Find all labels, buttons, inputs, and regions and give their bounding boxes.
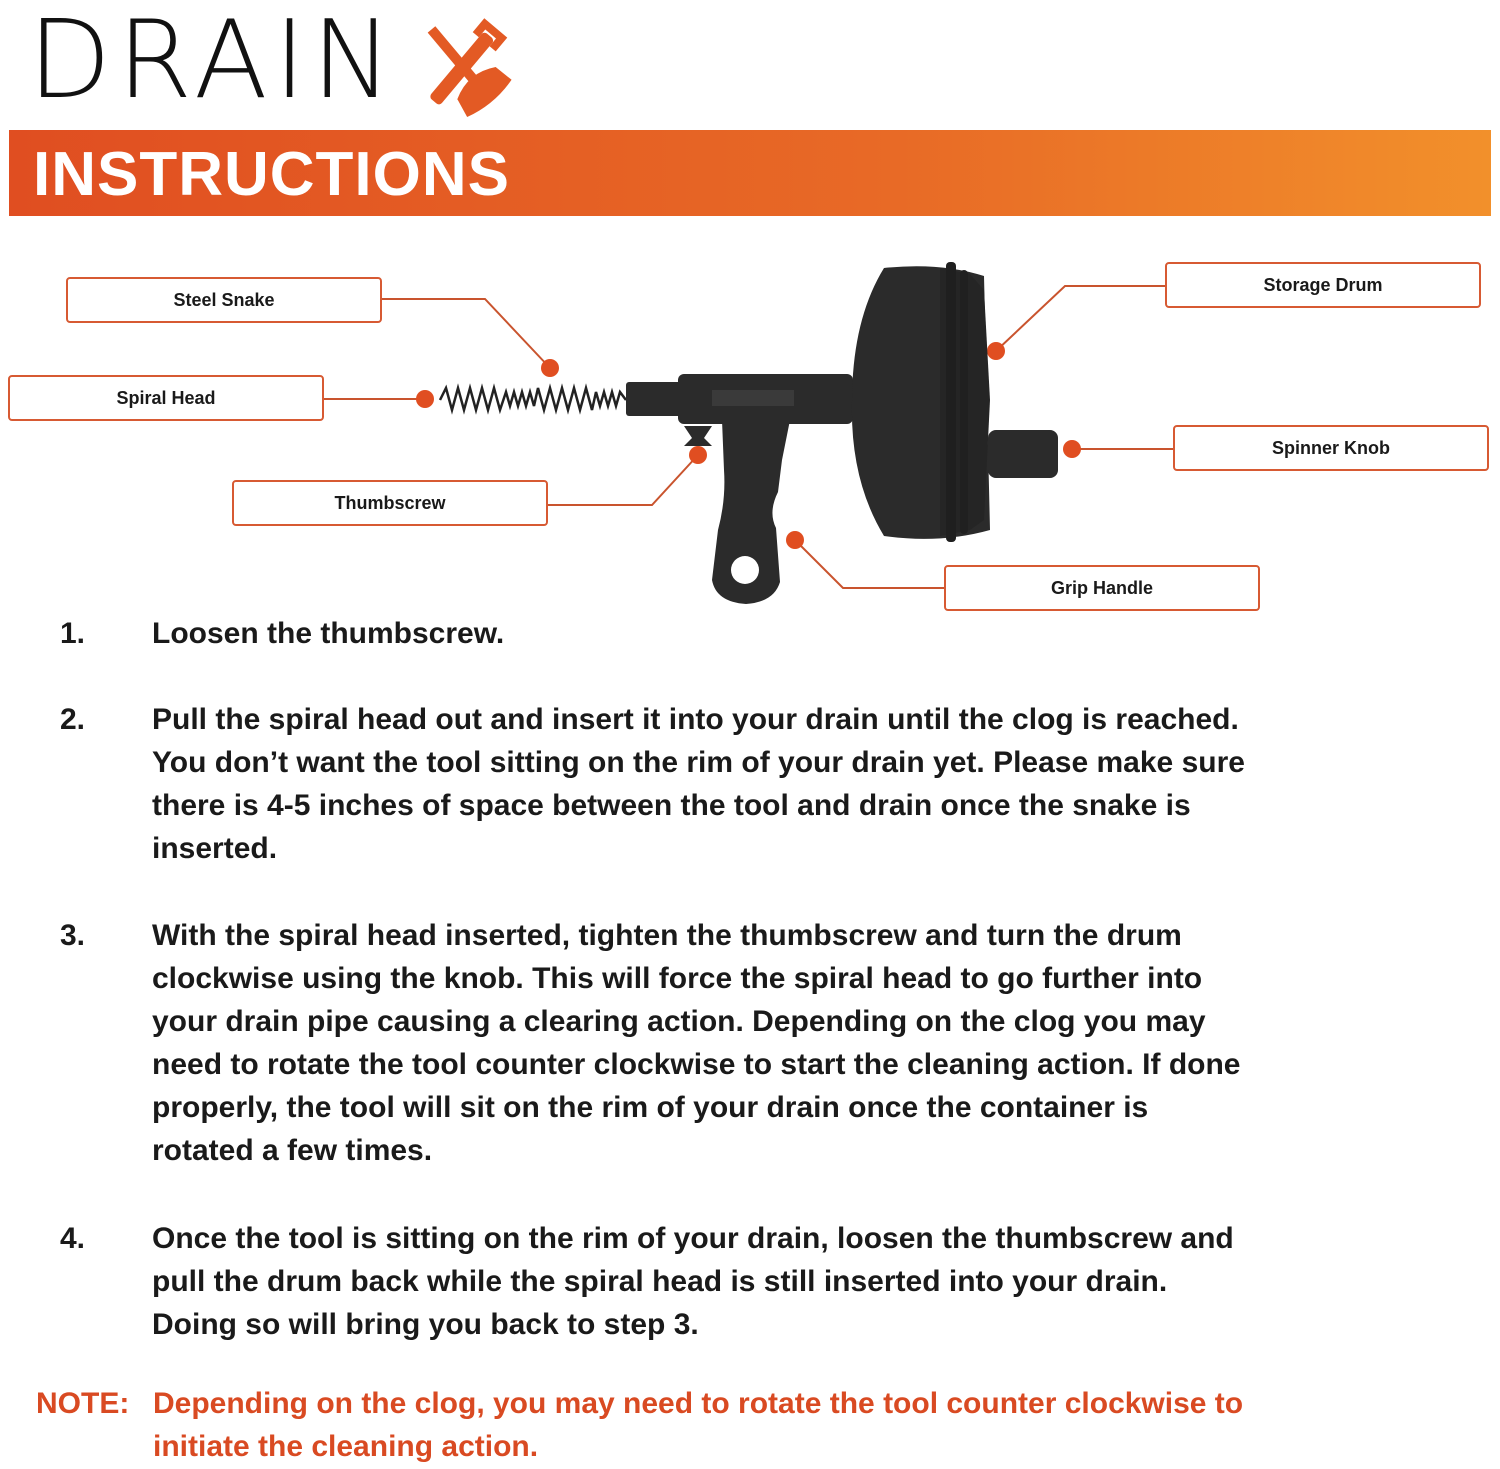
step-text: Once the tool is sitting on the rim of your drain, loosen the thumbscrew and pull the drum back while the spiral head is still inserted into your drain. Doing so will bring you back to step 3. <box>152 1222 1234 1341</box>
plunger-wrench-cross-icon <box>408 12 518 122</box>
step-text: Pull the spiral head out and insert it into your drain until the clog is reached. You don’t want the tool sitting on the rim of your drain yet. Please make sure there is 4-5 inches of space between the tool and drain once the snake is inserted. <box>152 703 1245 865</box>
note-label: NOTE: <box>36 1387 130 1420</box>
instructions-banner <box>9 130 1491 216</box>
label-grip-handle: Grip Handle <box>944 565 1260 611</box>
label-spinner-knob: Spinner Knob <box>1173 425 1489 471</box>
step-text: With the spiral head inserted, tighten the thumbscrew and turn the drum clockwise using the knob. This will force the spiral head to go further into your drain pipe causing a clearing action. Depending on the clog you may need to rotate the tool counter clockwise to start the cleaning action. If done properly, the tool will sit on the rim of your drain once the container is rotated a few times. <box>152 919 1241 1167</box>
label-thumbscrew: Thumbscrew <box>232 480 548 526</box>
step-number: 3. <box>60 919 86 952</box>
label-spiral-head: Spiral Head <box>8 375 324 421</box>
label-storage-drum: Storage Drum <box>1165 262 1481 308</box>
step-text: Loosen the thumbscrew. <box>152 617 505 650</box>
tool-diagram <box>0 230 1500 620</box>
label-steel-snake: Steel Snake <box>66 277 382 323</box>
step-number: 1. <box>60 617 86 650</box>
banner-title: INSTRUCTIONS <box>33 140 510 209</box>
brand-logo <box>28 0 508 123</box>
logo-wordmark: DRAIN <box>28 0 399 123</box>
note-text: Depending on the clog, you may need to rotate the tool counter clockwise to initiate the cleaning action. <box>153 1387 1244 1463</box>
step-number: 2. <box>60 703 86 736</box>
step-number: 4. <box>60 1222 86 1255</box>
